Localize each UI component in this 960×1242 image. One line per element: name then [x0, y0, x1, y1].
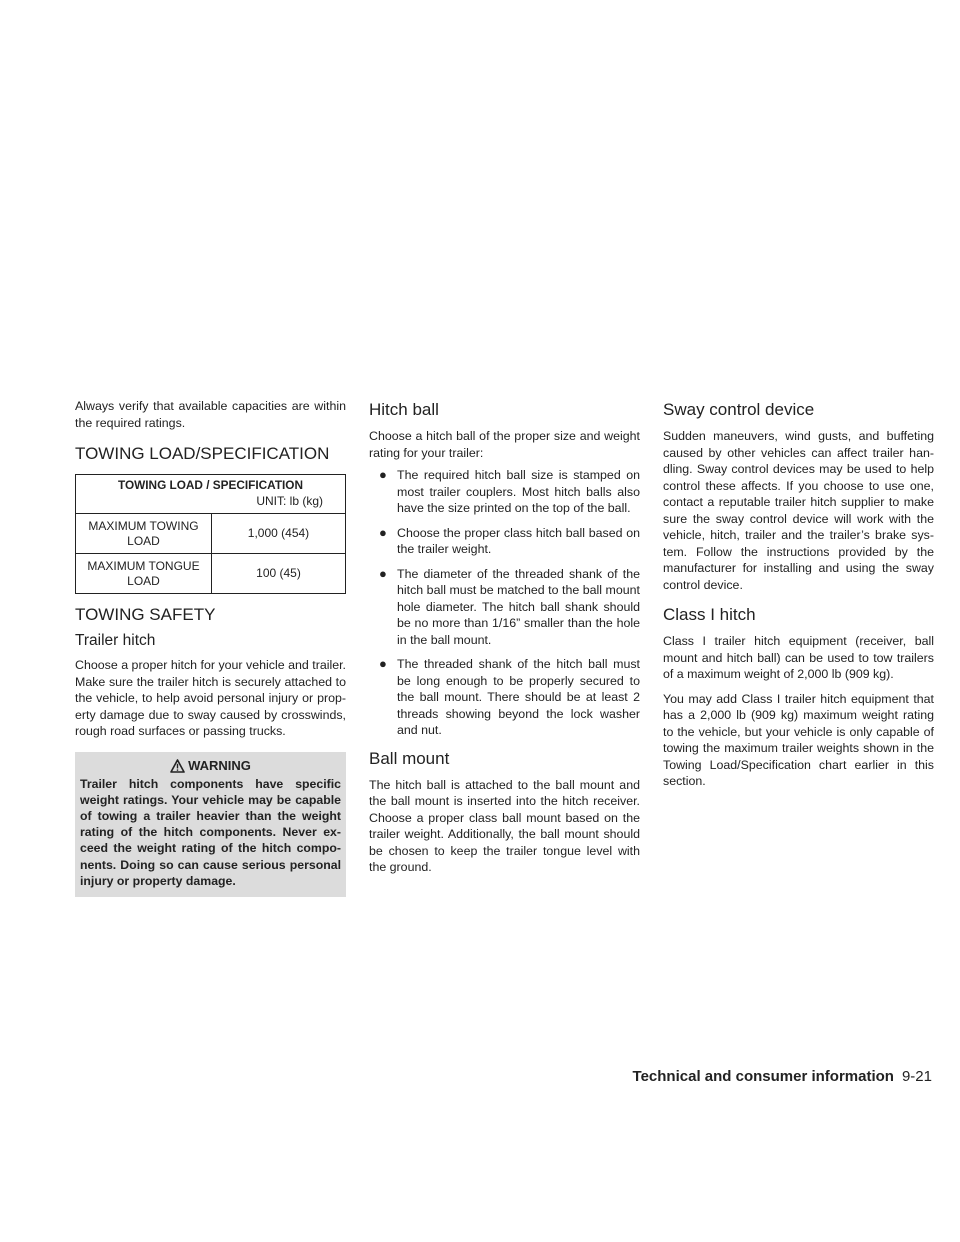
sway-control-heading: Sway control device	[663, 400, 815, 419]
hitch-ball-list	[369, 467, 640, 739]
page-number: 9-21	[901, 1068, 932, 1085]
towing-load-heading: TOWING LOAD/SPECIFICATION	[75, 444, 330, 463]
column-left	[75, 398, 346, 897]
warning-text: Trailer hitch components have specific weight ratings. Your vehicle may be capable of towing a trailer heavier than the weight rating of the hitch components. Never ex-ceed the weight rating of the hitch compo-nents. Doing so can cause serious personal injury or property damage.	[80, 776, 341, 888]
class-hitch-text-1: Class I trailer hitch equipment (receiver, ball mount and hitch ball) can be used to tow trailers of a maximum weight of 2,000 lb (909 kg).	[663, 634, 934, 681]
table-row-label: MAXIMUM TONGUE LOAD	[76, 554, 212, 594]
footer-section-title: Technical and consumer information	[632, 1068, 894, 1085]
list-item: ● The threaded shank of the hitch ball must be long enough to be properly secured to the ball mount. There should be at least 2 threads showing beyond the lock washer and nut.	[379, 656, 640, 737]
list-item: ● The required hitch ball size is stamped on most trailer couplers. Most hitch balls also have the size printed on the top of the ball.	[379, 467, 640, 515]
table-title: TOWING LOAD / SPECIFICATION	[117, 478, 304, 492]
trailer-hitch-text: Choose a proper hitch for your vehicle and trailer. Make sure the trailer hitch is securely attached to the vehicle, to help avoid personal injury or prop-erty damage due to sway caused by crosswinds, rough road surfaces or passing trucks.	[75, 658, 346, 738]
column-middle	[369, 398, 640, 876]
warning-title: WARNING	[188, 757, 251, 773]
list-item: ● Choose the proper class hitch ball based on the trailer weight.	[379, 524, 640, 556]
warning-header	[80, 756, 341, 776]
column-right	[663, 398, 934, 790]
bullet-icon: ●	[379, 565, 387, 581]
bullet-icon: ●	[379, 467, 387, 482]
page-footer	[633, 1067, 932, 1087]
warning-box	[75, 752, 346, 897]
table-row	[76, 554, 346, 594]
ball-mount-heading: Ball mount	[369, 748, 450, 768]
towing-safety-heading: TOWING SAFETY	[75, 605, 216, 624]
class-hitch-heading: Class I hitch	[663, 605, 756, 624]
table-unit: UNIT: lb (kg)	[76, 492, 346, 514]
intro-text: Always verify that available capacities are within the required ratings.	[75, 399, 346, 430]
trailer-hitch-heading: Trailer hitch	[75, 632, 156, 649]
class-hitch-text-2: You may add Class I trailer hitch equipment that has a 2,000 lb (909 kg) maximum weight rating to the vehicle, but your vehicle is only capable of towing the maximum trailer weights shown in the Towing Load/Specification chart earlier in this section.	[663, 691, 934, 788]
ball-mount-text: The hitch ball is attached to the ball mount and the ball mount is inserted into the hitch receiver. Choose a proper class ball mount based on the trailer weight. Additionally, the ball mount should be chosen to keep the trailer tongue level with the ground.	[369, 777, 640, 874]
list-item: ● The diameter of the threaded shank of the hitch ball must be matched to the ball mount hole diameter. The hitch ball shank should be no more than 1/16” smaller than the hole in the ball mount.	[379, 565, 640, 647]
table-row-label: MAXIMUM TOWING LOAD	[76, 514, 212, 554]
warning-triangle-icon	[170, 759, 185, 773]
towing-load-table	[75, 474, 346, 594]
table-title-cell	[76, 475, 346, 493]
table-row-value: 1,000 (454)	[212, 514, 346, 554]
hitch-ball-intro: Choose a hitch ball of the proper size and weight rating for your trailer:	[369, 429, 640, 460]
sway-control-text: Sudden maneuvers, wind gusts, and buffeting caused by other vehicles can affect trailer han-dling. Sway control devices may be used to help control these affects. If you choose to use one, contact a reputable trailer hitch supplier to make sure the sway control device will work with the vehicle, hitch, trailer and the trailer’s brake sys-tem. Follow the instructions provided by the manufacturer for installing and using the sway control device.	[663, 429, 934, 592]
bullet-icon: ●	[379, 524, 387, 540]
table-row	[76, 514, 346, 554]
hitch-ball-heading: Hitch ball	[369, 400, 439, 419]
table-row-value: 100 (45)	[212, 554, 346, 594]
bullet-icon: ●	[379, 656, 387, 671]
